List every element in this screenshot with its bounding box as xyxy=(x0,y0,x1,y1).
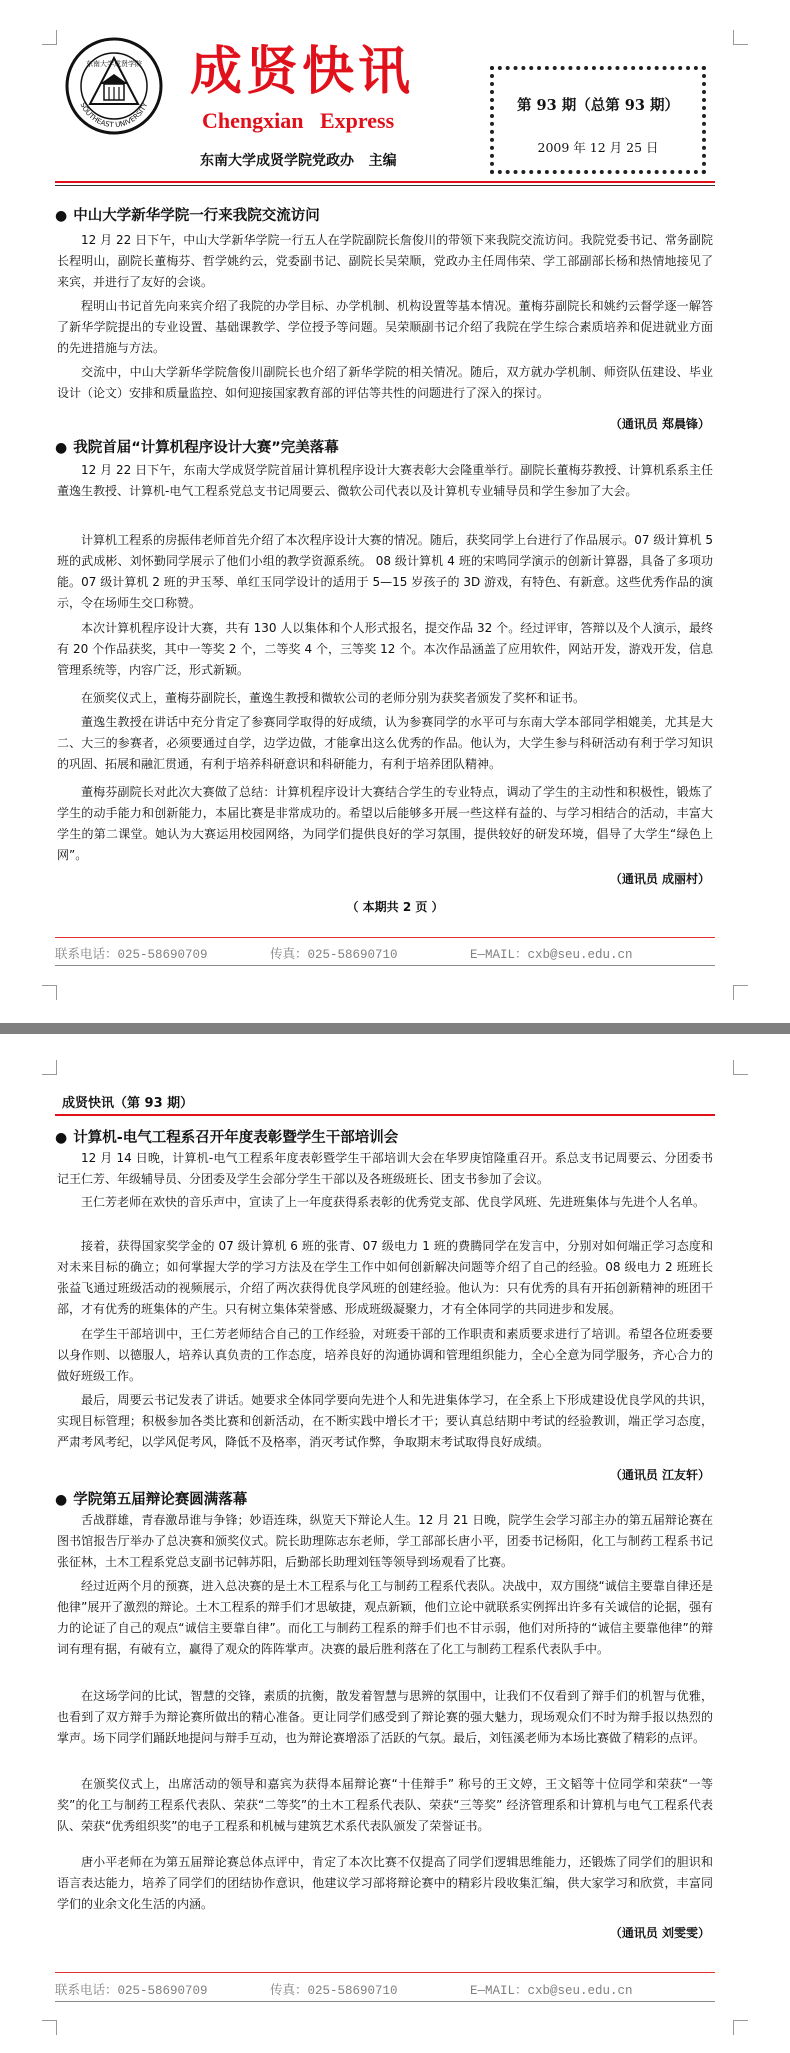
article-paragraph: 在学生干部培训中，王仁芳老师结合自己的工作经验，对班委干部的工作职责和素质要求进行了培训。希望各位班委要以身作则、以德服人，培养认真负责的工作态度，培养良好的沟通协调和管理组织能力，全心全意为同学服务，齐心合力的做好班级工作。 xyxy=(57,1327,713,1383)
issue-date: 2009 年 12 月 25 日 xyxy=(537,140,659,155)
article-paragraph: 王仁芳老师在欢快的音乐声中，宣读了上一年度获得系表彰的优秀党支部、优良学风班、先进班集体与先进个人名单。 xyxy=(81,1195,706,1209)
crop-mark xyxy=(42,30,57,45)
article-paragraph: 交流中，中山大学新华学院詹俊川副院长也介绍了新华学院的相关情况。随后，双方就办学机制、师资队伍建设、毕业设计（论文）安排和质量监控、如何迎接国家教育部的评估等共性的问题进行了深入的探讨。 xyxy=(57,365,713,400)
svg-text:SOUTHEAST UNIVERSITY: SOUTHEAST UNIVERSITY xyxy=(78,101,150,130)
article-paragraph: 12 月 22 日下午，中山大学新华学院一行五人在学院副院长詹俊川的带领下来我院交流访问。我院党委书记、常务副院长程明山，副院长董梅芬、哲学姚约云，党委副书记、副院长吴荣顺，党政办主任周伟荣、学工部副部长杨和热情地接见了来宾，并进行了友好的会谈。 xyxy=(57,233,713,289)
footer-phone: 联系电话：025-58690709 xyxy=(55,948,208,962)
reporter-signature: （通讯员 刘雯雯） xyxy=(609,1926,710,1940)
crop-mark xyxy=(733,1060,748,1075)
article-title: ● 计算机-电气工程系召开年度表彰暨学生干部培训会 xyxy=(55,1130,399,1146)
article-paragraph: 12 月 22 日下午，东南大学成贤学院首届计算机程序设计大赛表彰大会隆重举行。副院长董梅芬教授、计算机系系主任董逸生教授、计算机-电气工程系党总支书记周要云、微软公司代表以及计算机专业辅导员和学生参加了大会。 xyxy=(57,463,713,498)
running-head-rule xyxy=(55,1114,715,1116)
seal-icon xyxy=(64,36,164,136)
article-paragraph: 董梅芬副院长对此次大赛做了总结：计算机程序设计大赛结合学生的专业特点，调动了学生的主动性和积极性，锻炼了学生的动手能力和创新能力，本届比赛是非常成功的。希望以后能够多开展一些这样有益的、与学习相结合的活动，丰富大学生的第二课堂。她认为大赛运用校园网络，为同学们提供良好的学习氛围，提供较好的研发环境，倡导了大学生“绿色上网”。 xyxy=(57,785,713,862)
footer-fax: 传真：025-58690710 xyxy=(270,948,398,962)
newsletter-title: 成贤快讯 xyxy=(190,41,415,102)
article-paragraph: 舌战群雄，青春激昂谁与争锋；妙语连珠，纵览天下辩论人生。12 月 21 日晚，院学生会学习部主办的第五届辩论赛在图书馆报告厅举办了总决赛和颁奖仪式。院长助理陈志东老师，学工部部长唐小平，团委书记杨阳，化工与制药工程系书记张征林，土木工程系党总支副书记韩苏阳，后勤部长助理刘钰等领导到场观看了比赛。 xyxy=(57,1513,713,1569)
crop-mark xyxy=(733,30,748,45)
reporter-signature: （通讯员 成丽村） xyxy=(609,872,710,886)
article-paragraph: 在这场学问的比试，智慧的交锋，素质的抗衡，散发着智慧与思辨的氛围中，让我们不仅看到了辩手们的机智与优雅，也看到了双方辩手为辩论赛所做出的精心准备。更让同学们感受到了辩论赛的强大魅力，现场观众们不时为辩手报以热烈的掌声。场下同学们踊跃地提问与辩手互动，也为辩论赛增添了活跃的气氛。最后，刘钰溪老师为本场比赛做了精彩的点评。 xyxy=(57,1689,713,1745)
masthead-red-rule xyxy=(55,181,715,183)
article-paragraph: 经过近两个月的预赛，进入总决赛的是土木工程系与化工与制药工程系代表队。决战中，双方围绕“诚信主要靠自律还是他律”展开了激烈的辩论。土木工程系的辩手们才思敏捷，观点新颖，他们立论中就联系实例挥出许多有关诚信的论据，强有力的论证了自己的观点“诚信主要靠自律”。而化工与制药工程系的辩手们也不甘示弱，他们对所持的“诚信主要靠他律”的辩词有理有据，有破有立，赢得了观众的阵阵掌声。决赛的最后胜利落在了化工与制药工程系代表队手中。 xyxy=(57,1579,713,1656)
footer-email: E—MAIL：cxb@seu.edu.cn xyxy=(470,948,633,962)
article-paragraph: 接着，获得国家奖学金的 07 级计算机 6 班的张青、07 级电力 1 班的费腾同学在发言中，分别对如何端正学习态度和对未来目标的确立；如何掌握大学的学习方法及在学生工作中如何创新解决问题等介绍了自己的经验。08 级电力 2 班班长张益飞通过班级活动的视频展示，介绍了两次获得优良学风班的创建经验。他认为：只有优秀的具有开拓创新精神的班团干部，才有优秀的班集体的产生。只有树立集体荣誉感、形成班级凝聚力，才有全体同学的共同进步和发展。 xyxy=(57,1239,713,1316)
article-paragraph: 在颁奖仪式上，董梅芬副院长，董逸生教授和微软公司的老师分别为获奖者颁发了奖杯和证书。 xyxy=(81,691,586,705)
publisher-line: 东南大学成贤学院党政办 主编 xyxy=(200,153,397,169)
bullet-icon: ● xyxy=(55,440,68,456)
bullet-icon: ● xyxy=(55,1130,68,1146)
page-2 xyxy=(0,1034,790,2053)
article-title: ● 中山大学新华学院一行来我院交流访问 xyxy=(55,208,320,224)
university-seal xyxy=(64,36,164,136)
crop-mark xyxy=(42,1060,57,1075)
page-1 xyxy=(0,0,790,1023)
bullet-icon: ● xyxy=(55,1492,68,1508)
issue-box xyxy=(490,66,706,174)
article-title: ● 学院第五届辩论赛圆满落幕 xyxy=(55,1492,248,1508)
footer-email: E—MAIL：cxb@seu.edu.cn xyxy=(470,1984,633,1998)
article-paragraph: 程明山书记首先向来宾介绍了我院的办学目标、办学机制、机构设置等基本情况。董梅芬副院长和姚约云督学逐一解答了新华学院提出的专业设置、基础课教学、学位授予等问题。吴荣顺副书记介绍了我院在学生综合素质培养和促进就业方面的先进措施与方法。 xyxy=(57,299,713,355)
footer-grey-rule xyxy=(55,965,715,966)
crop-mark xyxy=(42,985,57,1000)
page-count-note: （ 本期共 2 页 ） xyxy=(346,900,444,914)
footer-red-rule xyxy=(55,1972,715,1973)
svg-text:东南大学成贤学院: 东南大学成贤学院 xyxy=(86,60,142,68)
footer-grey-rule xyxy=(55,2001,715,2002)
footer-red-rule xyxy=(55,937,715,938)
article-paragraph: 唐小平老师在为第五届辩论赛总体点评中，肯定了本次比赛不仅提高了同学们逻辑思维能力，还锻炼了同学们的胆识和语言表达能力，培养了同学们的团结协作意识，他建议学习部将辩论赛中的精彩片段收集汇编，供大家学习和欣赏，丰富同学们的业余文化生活的内涵。 xyxy=(57,1855,713,1911)
reporter-signature: （通讯员 郑晨锋） xyxy=(609,417,710,431)
crop-mark xyxy=(42,2020,57,2035)
crop-mark xyxy=(733,2020,748,2035)
article-title: ● 我院首届“计算机程序设计大赛”完美落幕 xyxy=(55,440,339,456)
article-paragraph: 董逸生教授在讲话中充分肯定了参赛同学取得的好成绩，认为参赛同学的水平可与东南大学本部同学相媲美，尤其是大二、大三的参赛者，必须要通过自学，边学边做，才能拿出这么优秀的作品。他认为，大学生参与科研活动有利于学习知识的巩固、拓展和融汇贯通，有利于培养科研意识和科研能力，有利于培养团队精神。 xyxy=(57,715,713,771)
newsletter-title-en: Chengxian Express xyxy=(202,108,395,133)
masthead-black-rule xyxy=(55,185,715,186)
crop-mark xyxy=(733,985,748,1000)
running-head: 成贤快讯（第 93 期） xyxy=(62,1096,194,1111)
reporter-signature: （通讯员 江友轩） xyxy=(609,1468,710,1482)
article-paragraph: 本次计算机程序设计大赛，共有 130 人以集体和个人形式报名，提交作品 32 个。经过评审，答辩以及个人演示，最终有 20 个作品获奖，其中一等奖 2 个，二等奖 4 个，三等奖 12 个。本次作品涵盖了应用软件，网站开发，游戏开发，信息管理系统等，内容广泛，形式新颖。 xyxy=(57,621,713,677)
footer-fax: 传真：025-58690710 xyxy=(270,1984,398,1998)
article-paragraph: 最后，周要云书记发表了讲话。她要求全体同学要向先进个人和先进集体学习，在全系上下形成建设优良学风的共识，实现目标管理；积极参加各类比赛和创新活动，在不断实践中增长才干；要认真总结期中考试的经验教训，端正学习态度，严肃考风考纪，以学风促考风，降低不及格率，消灭考试作弊，争取期末考试取得良好成绩。 xyxy=(57,1393,713,1449)
bullet-icon: ● xyxy=(55,208,68,224)
issue-number: 第 93 期（总第 93 期） xyxy=(516,97,680,114)
article-paragraph: 计算机工程系的房振伟老师首先介绍了本次程序设计大赛的情况。随后，获奖同学上台进行了作品展示。07 级计算机 5 班的武成彬、刘怀勤同学展示了他们小组的教学资源系统。 08 级计算机 4 班的宋鸣同学演示的创新计算器，具备了多项功能。07 级计算机 2 班的尹玉琴、单红玉同学设计的适用于 5—15 岁孩子的 3D 游戏，有特色、有新意。这些优秀作品的演示，令在场师生交口称赞。 xyxy=(57,533,713,610)
article-paragraph: 12 月 14 日晚，计算机-电气工程系年度表彰暨学生干部培训大会在华罗庚馆隆重召开。系总支书记周要云、分团委书记王仁芳、年级辅导员、分团委及学生会部分学生干部以及各班级班长、团支书参加了会议。 xyxy=(57,1151,713,1186)
footer-phone: 联系电话：025-58690709 xyxy=(55,1984,208,1998)
article-paragraph: 在颁奖仪式上，出席活动的领导和嘉宾为获得本届辩论赛“十佳辩手” 称号的王文婷，王文韬等十位同学和荣获“一等奖”的化工与制药工程系代表队、荣获“二等奖”的土木工程系代表队、荣获“三等奖” 经济管理系和计算机与电气工程系代表队、荣获“优秀组织奖”的电子工程系和机械与建筑艺术系代表队颁发了荣誉证书。 xyxy=(57,1777,713,1833)
